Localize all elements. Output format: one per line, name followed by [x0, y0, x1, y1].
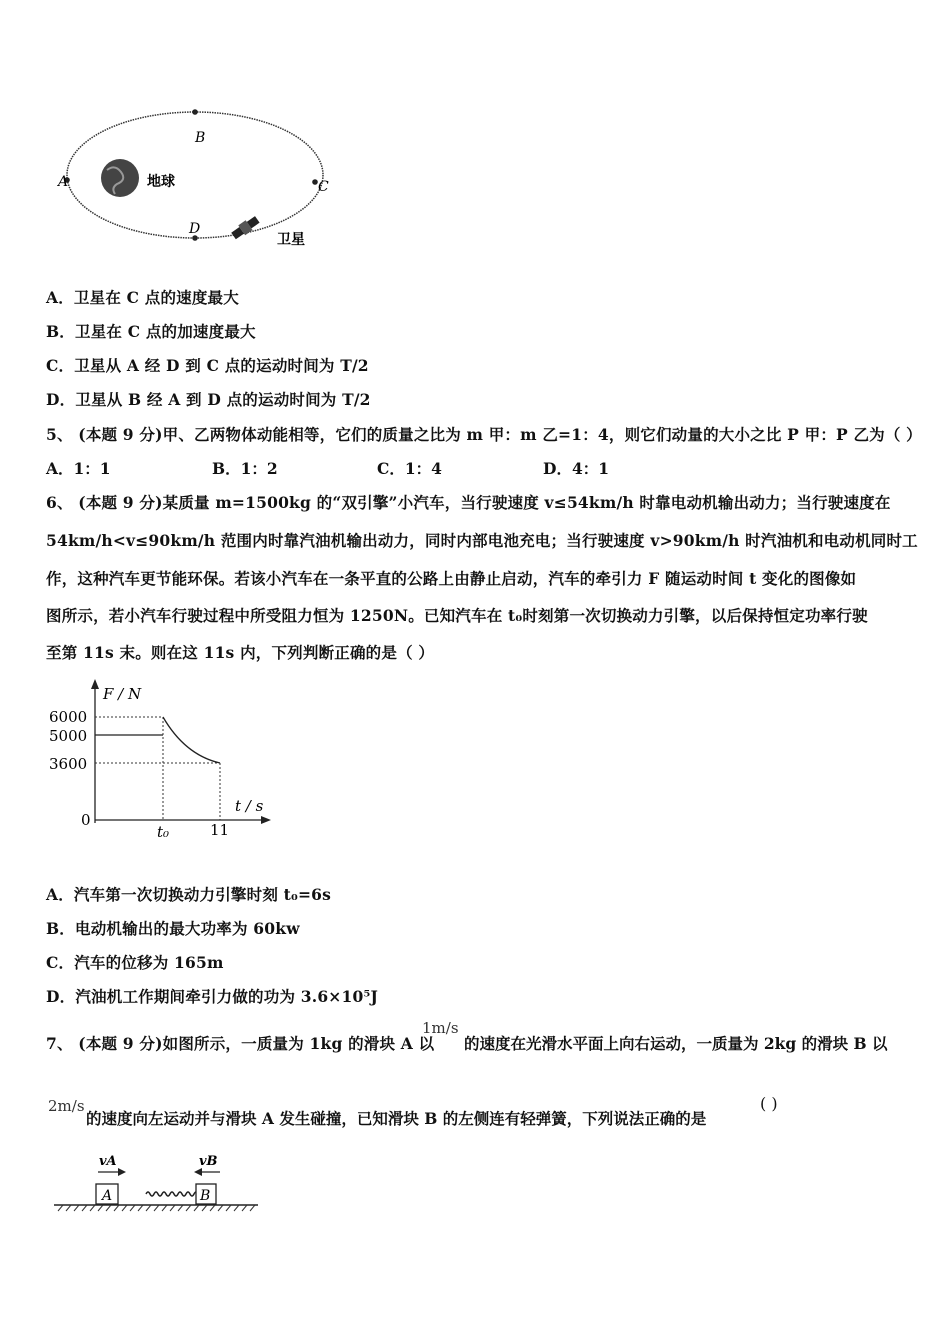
q7-velocity-a: 1m/s	[422, 1019, 459, 1037]
q7-answer-paren: ( )	[760, 1094, 778, 1113]
satellite-label: 卫星	[277, 232, 305, 248]
graph-y-tick-3600: 3600	[49, 755, 88, 773]
q4-option-a: A．卫星在 C 点的速度最大	[46, 288, 239, 307]
q7-line-1a: 7、 (本题 9 分)如图所示，一质量为 1kg 的滑块 A 以	[46, 1034, 435, 1053]
collision-figure	[50, 1148, 265, 1218]
graph-y-tick-6000: 6000	[49, 708, 88, 726]
force-time-graph	[45, 675, 275, 845]
q6-line-4: 图所示，若小汽车行驶过程中所受阻力恒为 1250N。已知汽车在 t₀时刻第一次切换动力引擎，以后保持恒定功率行驶	[46, 606, 868, 625]
graph-x-label: t / s	[235, 797, 264, 815]
q4-option-c: C．卫星从 A 经 D 到 C 点的运动时间为 T/2	[46, 356, 369, 375]
q4-option-d: D．卫星从 B 经 A 到 D 点的运动时间为 T/2	[46, 390, 371, 409]
q6-line-1: 6、 (本题 9 分)某质量 m=1500kg 的“双引擎”小汽车，当行驶速度 v≤54km/h 时靠电动机输出动力；当行驶速度在	[46, 493, 891, 512]
fig-vb-label: vB	[199, 1154, 218, 1169]
graph-x-tick-11: 11	[210, 821, 230, 839]
left-arrow-icon	[194, 1168, 202, 1176]
q5-stem: 5、 (本题 9 分)甲、乙两物体动能相等，它们的质量之比为 m 甲：m 乙=1：4，则它们动量的大小之比 P 甲：P 乙为（ ）	[46, 425, 922, 444]
q6-option-b: B．电动机输出的最大功率为 60kw	[46, 919, 300, 938]
q6-option-d: D．汽油机工作期间牵引力做的功为 3.6×10⁵J	[46, 987, 378, 1006]
q4-option-b: B．卫星在 C 点的加速度最大	[46, 322, 256, 341]
q7-line-2: 的速度向左运动并与滑块 A 发生碰撞，已知滑块 B 的左侧连有轻弹簧，下列说法正确的是	[86, 1109, 707, 1128]
graph-y-label: F / N	[103, 685, 142, 703]
graph-y-tick-5000: 5000	[49, 727, 88, 745]
q6-line-5: 至第 11s 末。则在这 11s 内，下列判断正确的是（ ）	[46, 643, 435, 662]
graph-x-tick-t0: t₀	[157, 823, 170, 841]
q6-option-a: A．汽车第一次切换动力引擎时刻 t₀=6s	[46, 885, 332, 904]
orbit-label-a: A	[58, 174, 69, 190]
spring-icon	[146, 1192, 198, 1196]
q7-velocity-b: 2m/s	[48, 1097, 85, 1115]
right-arrow-icon	[118, 1168, 126, 1176]
orbit-label-d: D	[189, 221, 201, 237]
graph-origin: 0	[81, 811, 91, 829]
q5-option-b: B．1：2	[212, 459, 278, 478]
orbit-label-b: B	[195, 130, 206, 146]
fig-block-b: B	[200, 1188, 211, 1204]
fig-block-a: A	[102, 1188, 113, 1204]
satellite-icon	[230, 214, 261, 240]
orbit-label-c: C	[318, 179, 329, 195]
q5-option-c: C．1：4	[377, 459, 442, 478]
q7-line-1b: 的速度在光滑水平面上向右运动，一质量为 2kg 的滑块 B 以	[464, 1034, 888, 1053]
fig-va-label: vA	[99, 1154, 117, 1169]
q6-line-2: 54km/h<v≤90km/h 范围内时靠汽油机输出动力，同时内部电池充电；当行驶速度 v>90km/h 时汽油机和电动机同时工	[46, 531, 918, 550]
q5-option-a: A．1：1	[46, 459, 111, 478]
orbit-figure	[55, 100, 345, 260]
q5-option-d: D．4：1	[543, 459, 610, 478]
q6-line-3: 作，这种汽车更节能环保。若该小汽车在一条平直的公路上由静止启动，汽车的牵引力 F 随运动时间 t 变化的图像如	[46, 569, 857, 588]
earth-label: 地球	[147, 174, 175, 190]
q6-option-c: C．汽车的位移为 165m	[46, 953, 224, 972]
earth-icon	[101, 159, 139, 197]
